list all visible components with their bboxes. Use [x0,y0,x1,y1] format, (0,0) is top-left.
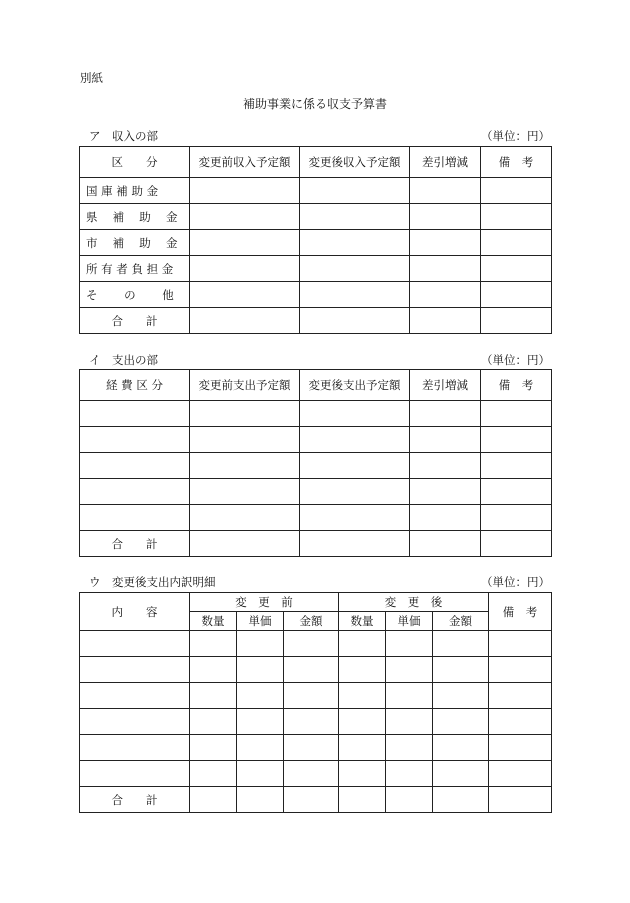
table-cell[interactable] [386,631,433,657]
table-row [80,282,552,308]
header-amount-after: 金額 [433,612,489,631]
table-cell[interactable] [489,631,552,657]
table-cell[interactable] [481,479,552,505]
header-notes: 備 考 [481,370,552,401]
row-label-owner-contribution: 所 有 者 負 担 金 [80,256,190,282]
header-unit-price-before: 単価 [237,612,284,631]
table-cell[interactable] [284,709,339,735]
table-cell[interactable] [410,230,481,256]
header-difference: 差引増減 [410,370,481,401]
table-cell[interactable] [300,282,410,308]
header-difference: 差引増減 [410,147,481,178]
total-row [80,787,552,813]
header-expense-category: 経 費 区 分 [80,370,190,401]
table-cell[interactable] [80,401,190,427]
table-cell[interactable] [410,256,481,282]
header-planned-before: 変更前収入予定額 [190,147,300,178]
table-cell[interactable] [410,505,481,531]
table-cell[interactable] [190,453,300,479]
table-cell[interactable] [190,683,237,709]
income-unit-label: （単位：円） [481,129,550,143]
table-cell[interactable] [300,230,410,256]
table-row [80,631,552,657]
table-cell[interactable] [433,709,489,735]
table-cell[interactable] [386,761,433,787]
table-cell[interactable] [190,761,237,787]
table-cell[interactable] [481,282,552,308]
table-cell[interactable] [190,308,300,334]
table-cell[interactable] [190,505,300,531]
table-cell[interactable] [300,308,410,334]
header-planned-after: 変更後支出予定額 [300,370,410,401]
row-label-other: そ の 他 [80,282,190,308]
table-cell[interactable] [339,709,386,735]
breakdown-table [79,592,552,813]
table-cell[interactable] [489,735,552,761]
table-cell[interactable] [386,735,433,761]
table-header-row [80,370,552,401]
table-cell[interactable] [489,657,552,683]
table-cell[interactable] [80,427,190,453]
table-cell[interactable] [80,735,190,761]
table-cell[interactable] [410,282,481,308]
document-title: 補助事業に係る収支予算書 [242,97,387,111]
table-cell[interactable] [339,735,386,761]
expenditure-unit-label: （単位：円） [481,353,550,367]
table-cell[interactable] [433,735,489,761]
table-cell[interactable] [410,531,481,557]
table-cell[interactable] [80,761,190,787]
expenditure-table [79,369,552,557]
table-row [80,204,552,230]
table-cell[interactable] [237,709,284,735]
table-cell[interactable] [481,178,552,204]
table-row [80,401,552,427]
table-cell[interactable] [481,256,552,282]
table-cell[interactable] [300,505,410,531]
table-cell[interactable] [237,787,284,813]
table-cell[interactable] [237,683,284,709]
table-cell[interactable] [284,683,339,709]
table-cell[interactable] [481,401,552,427]
header-before-change: 変 更 前 [190,593,339,612]
header-planned-before: 変更前支出予定額 [190,370,300,401]
table-cell[interactable] [339,761,386,787]
total-label: 合 計 [80,531,190,557]
table-cell[interactable] [80,657,190,683]
table-cell[interactable] [489,787,552,813]
table-row [80,657,552,683]
table-cell[interactable] [237,761,284,787]
table-row [80,256,552,282]
table-row [80,427,552,453]
table-cell[interactable] [386,787,433,813]
table-cell[interactable] [300,256,410,282]
table-cell[interactable] [481,427,552,453]
header-quantity-after: 数量 [339,612,386,631]
table-row [80,453,552,479]
expenditure-section-heading: イ 支出の部 [89,353,158,367]
table-cell[interactable] [80,709,190,735]
table-cell[interactable] [80,631,190,657]
table-cell[interactable] [300,531,410,557]
table-cell[interactable] [481,453,552,479]
table-cell[interactable] [237,631,284,657]
table-cell[interactable] [386,657,433,683]
table-cell[interactable] [190,709,237,735]
table-cell[interactable] [410,401,481,427]
table-cell[interactable] [433,787,489,813]
table-cell[interactable] [386,683,433,709]
table-row [80,505,552,531]
table-cell[interactable] [190,657,237,683]
table-cell[interactable] [410,178,481,204]
table-cell[interactable] [300,204,410,230]
table-cell[interactable] [481,531,552,557]
table-cell[interactable] [489,761,552,787]
table-cell[interactable] [300,479,410,505]
table-cell[interactable] [300,178,410,204]
header-amount-before: 金額 [284,612,339,631]
table-row [80,230,552,256]
table-cell[interactable] [190,631,237,657]
row-label-national-subsidy: 国 庫 補 助 金 [80,178,190,204]
table-cell[interactable] [284,631,339,657]
table-header-row [80,593,552,612]
table-cell[interactable] [190,735,237,761]
income-section-heading: ア 収入の部 [89,129,158,143]
table-cell[interactable] [300,427,410,453]
table-cell[interactable] [300,401,410,427]
header-after-change: 変 更 後 [339,593,489,612]
table-cell[interactable] [410,479,481,505]
table-cell[interactable] [190,230,300,256]
table-cell[interactable] [190,427,300,453]
table-row [80,178,552,204]
table-cell[interactable] [433,761,489,787]
table-cell[interactable] [489,709,552,735]
total-row [80,308,552,334]
header-planned-after: 変更後収入予定額 [300,147,410,178]
table-cell[interactable] [433,657,489,683]
table-cell[interactable] [190,479,300,505]
table-cell[interactable] [190,256,300,282]
table-cell[interactable] [339,787,386,813]
table-cell[interactable] [284,787,339,813]
table-cell[interactable] [284,761,339,787]
table-cell[interactable] [339,683,386,709]
table-cell[interactable] [481,204,552,230]
attachment-label: 別紙 [80,71,103,85]
table-cell[interactable] [410,427,481,453]
table-cell[interactable] [190,282,300,308]
header-quantity-before: 数量 [190,612,237,631]
table-cell[interactable] [386,709,433,735]
header-content: 内 容 [80,593,190,631]
header-category: 区 分 [80,147,190,178]
table-cell[interactable] [300,453,410,479]
table-cell[interactable] [284,657,339,683]
income-table [79,146,552,334]
table-cell[interactable] [433,683,489,709]
header-notes: 備 考 [481,147,552,178]
total-label: 合 計 [80,308,190,334]
table-cell[interactable] [339,657,386,683]
table-row [80,683,552,709]
table-cell[interactable] [190,531,300,557]
table-cell[interactable] [190,204,300,230]
breakdown-section-heading: ウ 変更後支出内訳明細 [89,575,216,589]
table-cell[interactable] [80,505,190,531]
table-cell[interactable] [481,505,552,531]
table-cell[interactable] [190,401,300,427]
table-row [80,735,552,761]
table-cell[interactable] [410,308,481,334]
table-cell[interactable] [410,453,481,479]
table-row [80,709,552,735]
table-cell[interactable] [237,735,284,761]
table-cell[interactable] [80,683,190,709]
table-cell[interactable] [481,308,552,334]
table-cell[interactable] [481,230,552,256]
breakdown-unit-label: （単位：円） [481,575,550,589]
table-cell[interactable] [190,178,300,204]
table-cell[interactable] [433,631,489,657]
table-cell[interactable] [80,453,190,479]
table-cell[interactable] [190,787,237,813]
header-unit-price-after: 単価 [386,612,433,631]
table-cell[interactable] [410,204,481,230]
table-cell[interactable] [237,657,284,683]
row-label-prefecture-subsidy: 県 補 助 金 [80,204,190,230]
table-cell[interactable] [489,683,552,709]
table-cell[interactable] [284,735,339,761]
table-cell[interactable] [339,631,386,657]
row-label-city-subsidy: 市 補 助 金 [80,230,190,256]
table-row [80,761,552,787]
table-header-row [80,147,552,178]
total-row [80,531,552,557]
header-notes: 備 考 [489,593,552,631]
table-row [80,479,552,505]
total-label: 合 計 [80,787,190,813]
table-cell[interactable] [80,479,190,505]
